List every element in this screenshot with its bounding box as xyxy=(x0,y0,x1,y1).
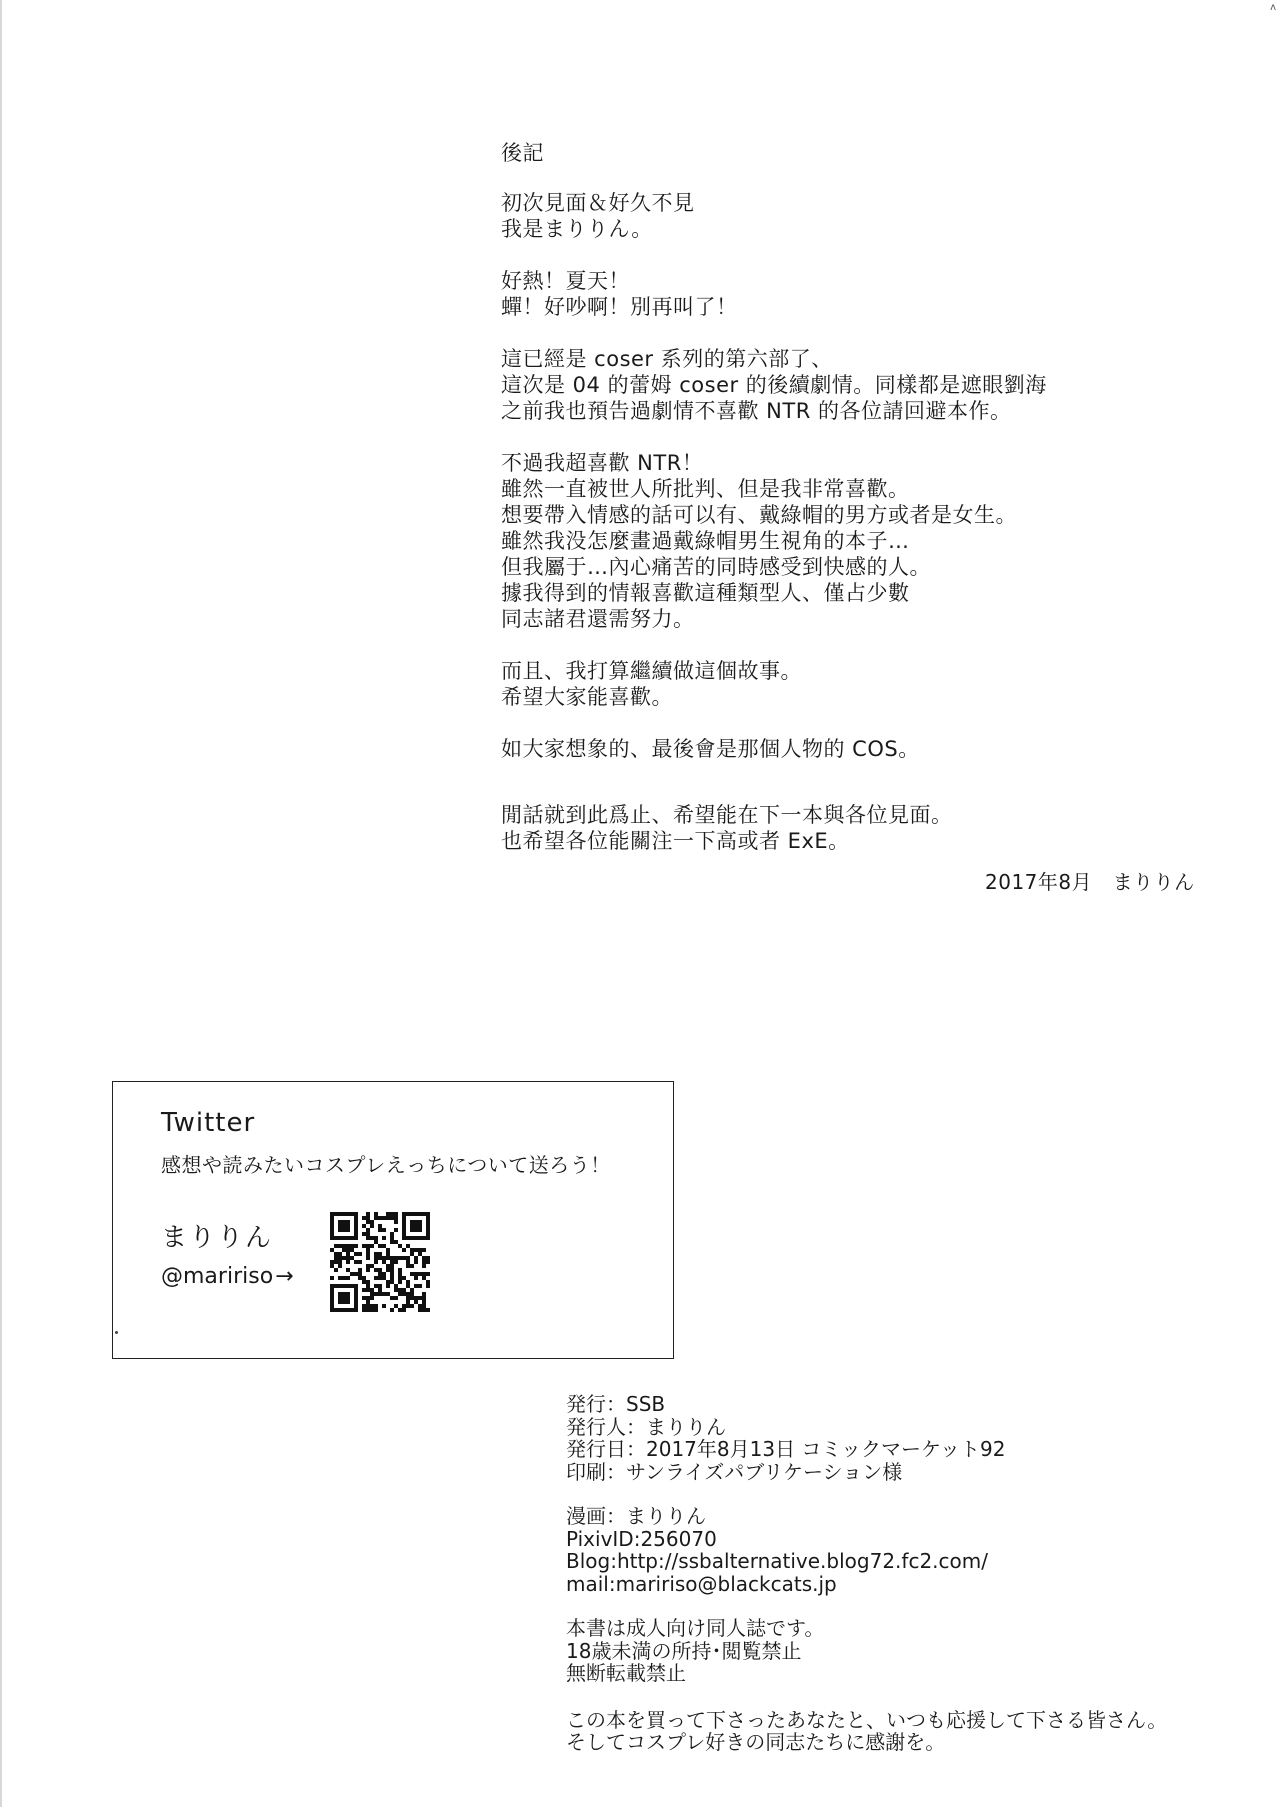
afterword-line: 也希望各位能關注一下高或者 ExE。 xyxy=(501,829,850,853)
colophon-line: 発行人：まりりん xyxy=(566,1414,726,1439)
colophon-line: そしてコスプレ好きの同志たちに感謝を。 xyxy=(566,1730,946,1754)
afterword-paragraph-continue xyxy=(501,658,1201,710)
afterword-line: 蟬！好吵啊！別再叫了！ xyxy=(501,295,738,319)
afterword-line: 同志諸君還需努力。 xyxy=(501,607,695,631)
colophon-line: 発行日：2017年8月13日 コミックマーケット92 xyxy=(566,1437,1006,1461)
afterword-line: 而且、我打算繼續做這個故事。 xyxy=(501,659,802,683)
afterword-line: 我是まりりん。 xyxy=(501,217,653,241)
colophon-line: 本書は成人向け同人誌です。 xyxy=(566,1616,825,1640)
afterword-line: 這次是 04 的蕾姆 coser 的後續劇情。同樣都是遮眼劉海 xyxy=(501,373,1047,397)
afterword-line: 這已經是 coser 系列的第六部了、 xyxy=(501,347,833,371)
afterword-line: 之前我也預告過劇情不喜歡 NTR 的各位請回避本作。 xyxy=(501,399,1012,423)
afterword-line: 初次見面＆好久不見 xyxy=(501,191,695,215)
afterword-paragraph-cos xyxy=(501,736,1201,762)
colophon-line: 無断転載禁止 xyxy=(566,1661,686,1685)
scan-dot xyxy=(115,1331,118,1334)
afterword-line: 好熱！夏天！ xyxy=(501,269,630,293)
afterword-paragraph-closing xyxy=(501,802,1201,854)
afterword-line: 想要帶入情感的話可以有、戴綠帽的男方或者是女生。 xyxy=(501,503,1017,527)
colophon-thanks xyxy=(566,1709,1266,1754)
colophon-adult-notice xyxy=(566,1617,1266,1685)
colophon-section xyxy=(566,1393,1266,1776)
colophon-line: 発行：SSB xyxy=(566,1392,666,1416)
colophon-author-info xyxy=(566,1505,1266,1595)
afterword-line: 不過我超喜歡 NTR！ xyxy=(501,451,704,475)
afterword-line: 閒話就到此爲止、希望能在下一本與各位見面。 xyxy=(501,803,953,827)
colophon-blog-link[interactable]: Blog:http://ssbalternative.blog72.fc2.com/ xyxy=(566,1549,988,1573)
afterword-paragraph-greeting xyxy=(501,190,1201,242)
twitter-box xyxy=(112,1081,674,1359)
afterword-line: 希望大家能喜歡。 xyxy=(501,685,673,709)
afterword-paragraph-series xyxy=(501,346,1201,424)
afterword-line: 雖然我没怎麼畫過戴綠帽男生視角的本子… xyxy=(501,529,910,553)
afterword-title: 後記 xyxy=(501,141,544,165)
page-edge xyxy=(0,0,2,1807)
colophon-line: 漫画：まりりん xyxy=(566,1504,706,1528)
colophon-publication-info xyxy=(566,1393,1266,1483)
corner-mark: ʌ xyxy=(1270,2,1276,13)
afterword-paragraph-summer xyxy=(501,268,1201,320)
qr-code-icon[interactable] xyxy=(330,1212,430,1312)
colophon-line: この本を買って下さったあなたと、いつも応援して下さる皆さん。 xyxy=(566,1707,1168,1732)
twitter-subtitle: 感想や読みたいコスプレえっちについて送ろう！ xyxy=(161,1153,611,1177)
colophon-mail-link[interactable]: mail:maririso@blackcats.jp xyxy=(566,1571,837,1596)
afterword-line: 如大家想象的、最後會是那個人物的 COS。 xyxy=(501,737,920,761)
afterword-paragraph-ntr xyxy=(501,450,1201,632)
afterword-section xyxy=(501,140,1201,880)
twitter-author-name: まりりん xyxy=(161,1223,274,1253)
arrow-right-icon: → xyxy=(275,1264,294,1289)
twitter-title: Twitter xyxy=(161,1108,256,1138)
afterword-signature: 2017年8月 まりりん xyxy=(985,870,1195,894)
colophon-line: PixivID:256070 xyxy=(566,1526,717,1551)
twitter-handle-row xyxy=(161,1264,294,1289)
colophon-line: 18歳未満の所持･閲覧禁止 xyxy=(566,1638,802,1663)
afterword-line: 但我屬于…內心痛苦的同時感受到快感的人。 xyxy=(501,555,931,579)
afterword-line: 據我得到的情報喜歡這種類型人、僅占少數 xyxy=(501,581,910,605)
colophon-line: 印刷：サンライズパブリケーション様 xyxy=(566,1459,903,1484)
twitter-handle: @maririso xyxy=(161,1264,274,1289)
afterword-line: 雖然一直被世人所批判、但是我非常喜歡。 xyxy=(501,477,910,501)
